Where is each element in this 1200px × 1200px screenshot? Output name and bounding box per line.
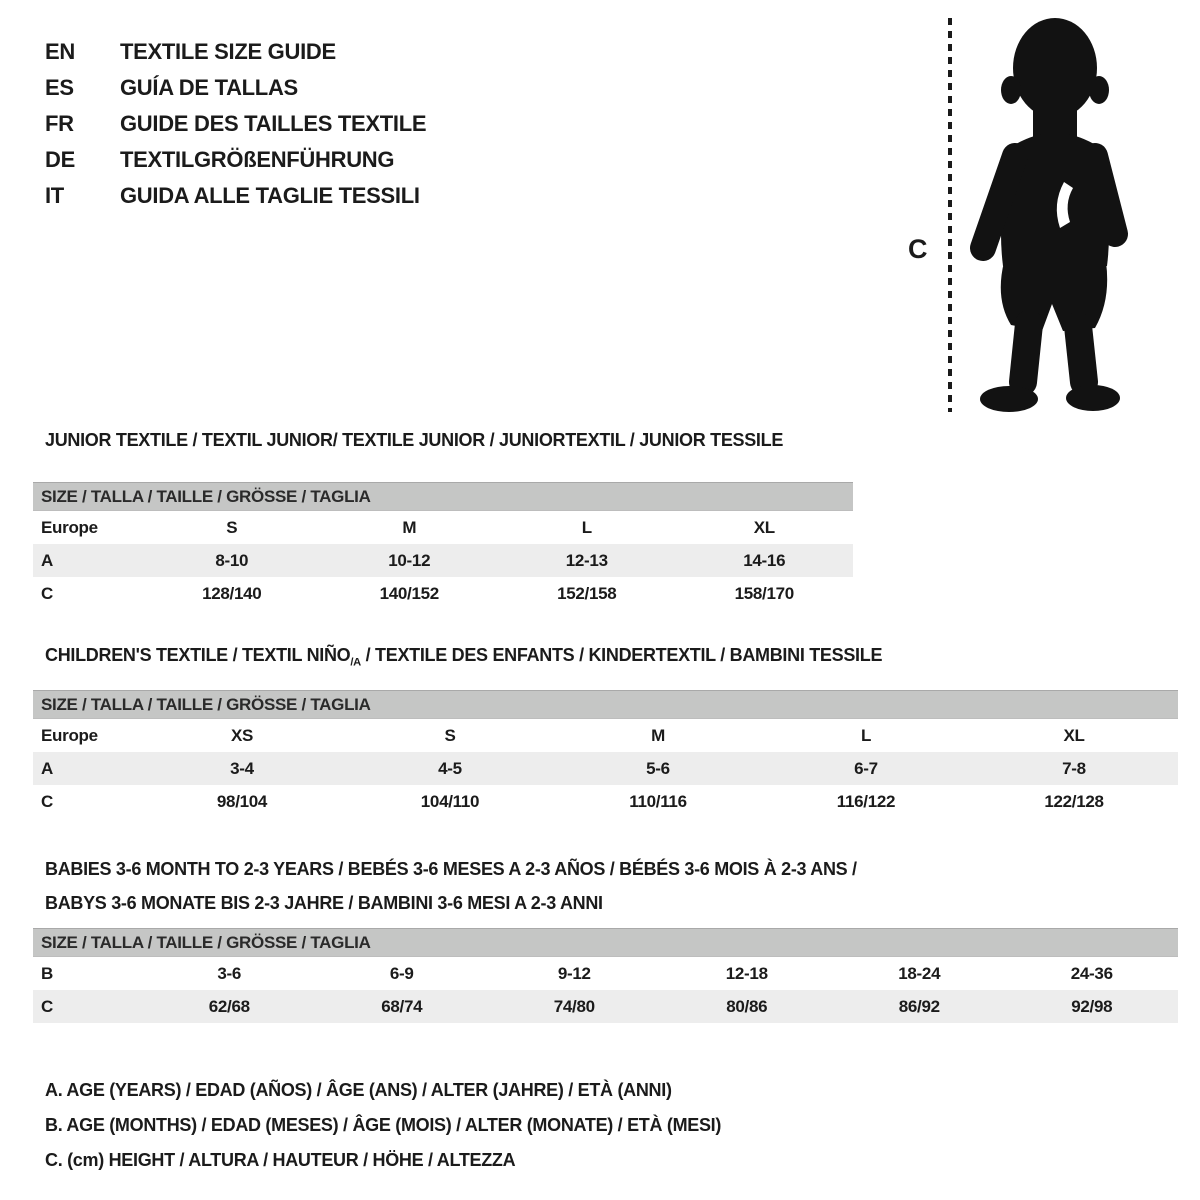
babies-size-header: SIZE / TALLA / TAILLE / GRÖSSE / TAGLIA xyxy=(33,928,1178,957)
value-cell: 110/116 xyxy=(629,791,687,811)
value-cell: 158/170 xyxy=(734,583,794,603)
table-row-europe xyxy=(33,719,1178,752)
row-label: A xyxy=(41,550,53,570)
size-cell: M xyxy=(651,725,665,745)
value-cell: 128/140 xyxy=(202,583,262,603)
value-cell: 92/98 xyxy=(1071,996,1113,1016)
value-cell: 8-10 xyxy=(215,550,249,570)
junior-size-table xyxy=(33,482,853,610)
children-size-table xyxy=(33,690,1178,818)
value-cell: 116/122 xyxy=(836,791,896,811)
children-title-prefix: CHILDREN'S TEXTILE / TEXTIL NIÑO xyxy=(45,645,351,665)
value-cell: 74/80 xyxy=(553,996,595,1016)
value-cell: 12-13 xyxy=(565,550,608,570)
value-cell: 122/128 xyxy=(1044,791,1104,811)
value-cell: 12-18 xyxy=(725,963,768,983)
value-cell: 14-16 xyxy=(743,550,786,570)
children-size-header: SIZE / TALLA / TAILLE / GRÖSSE / TAGLIA xyxy=(33,690,1178,719)
value-cell: 18-24 xyxy=(898,963,941,983)
value-cell: 24-36 xyxy=(1070,963,1113,983)
language-code: ES xyxy=(45,75,74,100)
children-title-suffix: / TEXTILE DES ENFANTS / KINDERTEXTIL / BAMBINI TESSILE xyxy=(360,645,883,665)
value-cell: 7-8 xyxy=(1062,758,1086,778)
babies-title-line1: BABIES 3-6 MONTH TO 2-3 YEARS / BEBÉS 3-6 MESES A 2-3 AÑOS / BÉBÉS 3-6 MOIS À 2-3 ANS / xyxy=(45,859,857,879)
value-cell: 86/92 xyxy=(898,996,940,1016)
size-cell: L xyxy=(581,517,592,537)
height-figure xyxy=(900,10,1150,420)
legend-age-months: B. AGE (MONTHS) / EDAD (MESES) / ÂGE (MOIS) / ALTER (MONATE) / ETÀ (MESI) xyxy=(45,1115,722,1135)
junior-size-header: SIZE / TALLA / TAILLE / GRÖSSE / TAGLIA xyxy=(33,482,853,511)
guide-title-it: GUIDA ALLE TAGLIE TESSILI xyxy=(120,183,420,208)
legend-block xyxy=(45,1073,721,1178)
table-row-europe xyxy=(33,511,853,544)
guide-title-fr: GUIDE DES TAILLES TEXTILE xyxy=(120,111,427,136)
row-label: A xyxy=(41,758,53,778)
size-cell: L xyxy=(860,725,872,745)
value-cell: 140/152 xyxy=(379,583,439,603)
size-cell: S xyxy=(444,725,456,745)
junior-section-title: JUNIOR TEXTILE / TEXTIL JUNIOR/ TEXTILE JUNIOR / JUNIORTEXTIL / JUNIOR TESSILE xyxy=(45,430,784,450)
language-code: FR xyxy=(45,111,74,136)
value-cell: 10-12 xyxy=(388,550,431,570)
children-title-sub: /A xyxy=(350,656,361,669)
language-row-en xyxy=(45,34,426,70)
language-code: EN xyxy=(45,39,75,64)
size-cell: M xyxy=(402,517,417,537)
value-cell: 4-5 xyxy=(438,758,462,778)
table-row-height xyxy=(33,577,853,610)
language-row-it xyxy=(45,178,426,214)
value-cell: 6-9 xyxy=(389,963,414,983)
row-label: Europe xyxy=(41,725,98,745)
value-cell: 3-6 xyxy=(217,963,242,983)
size-cell: XS xyxy=(230,725,254,745)
babies-size-table xyxy=(33,928,1178,1023)
guide-title-en: TEXTILE SIZE GUIDE xyxy=(120,39,336,64)
row-label: C xyxy=(41,996,53,1016)
value-cell: 5-6 xyxy=(646,758,670,778)
value-cell: 6-7 xyxy=(854,758,878,778)
height-measure-label: C xyxy=(908,234,928,264)
legend-age-years: A. AGE (YEARS) / EDAD (AÑOS) / ÂGE (ANS) / ALTER (JAHRE) / ETÀ (ANNI) xyxy=(45,1080,672,1100)
babies-section-title xyxy=(45,852,857,920)
value-cell: 9-12 xyxy=(557,963,591,983)
value-cell: 104/110 xyxy=(420,791,480,811)
babies-title-line2: BABYS 3-6 MONATE BIS 2-3 JAHRE / BAMBINI 3-6 MESI A 2-3 ANNI xyxy=(45,893,603,913)
value-cell: 98/104 xyxy=(216,791,268,811)
legend-height-cm: C. (cm) HEIGHT / ALTURA / HAUTEUR / HÖHE / ALTEZZA xyxy=(45,1150,516,1170)
value-cell: 152/158 xyxy=(557,583,617,603)
row-label: B xyxy=(41,963,53,983)
value-cell: 68/74 xyxy=(381,996,423,1016)
language-code: IT xyxy=(45,183,64,208)
row-label: C xyxy=(41,791,53,811)
language-code: DE xyxy=(45,147,75,172)
table-row-months xyxy=(33,957,1178,990)
language-row-de xyxy=(45,142,426,178)
language-row-fr xyxy=(45,106,426,142)
table-row-height xyxy=(33,785,1178,818)
guide-title-es: GUÍA DE TALLAS xyxy=(120,75,298,100)
children-section-title xyxy=(45,645,882,669)
toddler-silhouette-icon xyxy=(980,18,1120,412)
guide-title-de: TEXTILGRÖßENFÜHRUNG xyxy=(120,147,395,172)
row-label: C xyxy=(41,583,53,603)
value-cell: 3-4 xyxy=(230,758,254,778)
row-label: Europe xyxy=(41,517,98,537)
value-cell: 62/68 xyxy=(208,996,250,1016)
table-row-age xyxy=(33,752,1178,785)
value-cell: 80/86 xyxy=(726,996,768,1016)
table-row-age xyxy=(33,544,853,577)
size-cell: S xyxy=(226,517,238,537)
language-title-block xyxy=(45,34,426,214)
language-row-es xyxy=(45,70,426,106)
table-row-height xyxy=(33,990,1178,1023)
size-cell: XL xyxy=(1063,725,1085,745)
size-cell: XL xyxy=(753,517,775,537)
